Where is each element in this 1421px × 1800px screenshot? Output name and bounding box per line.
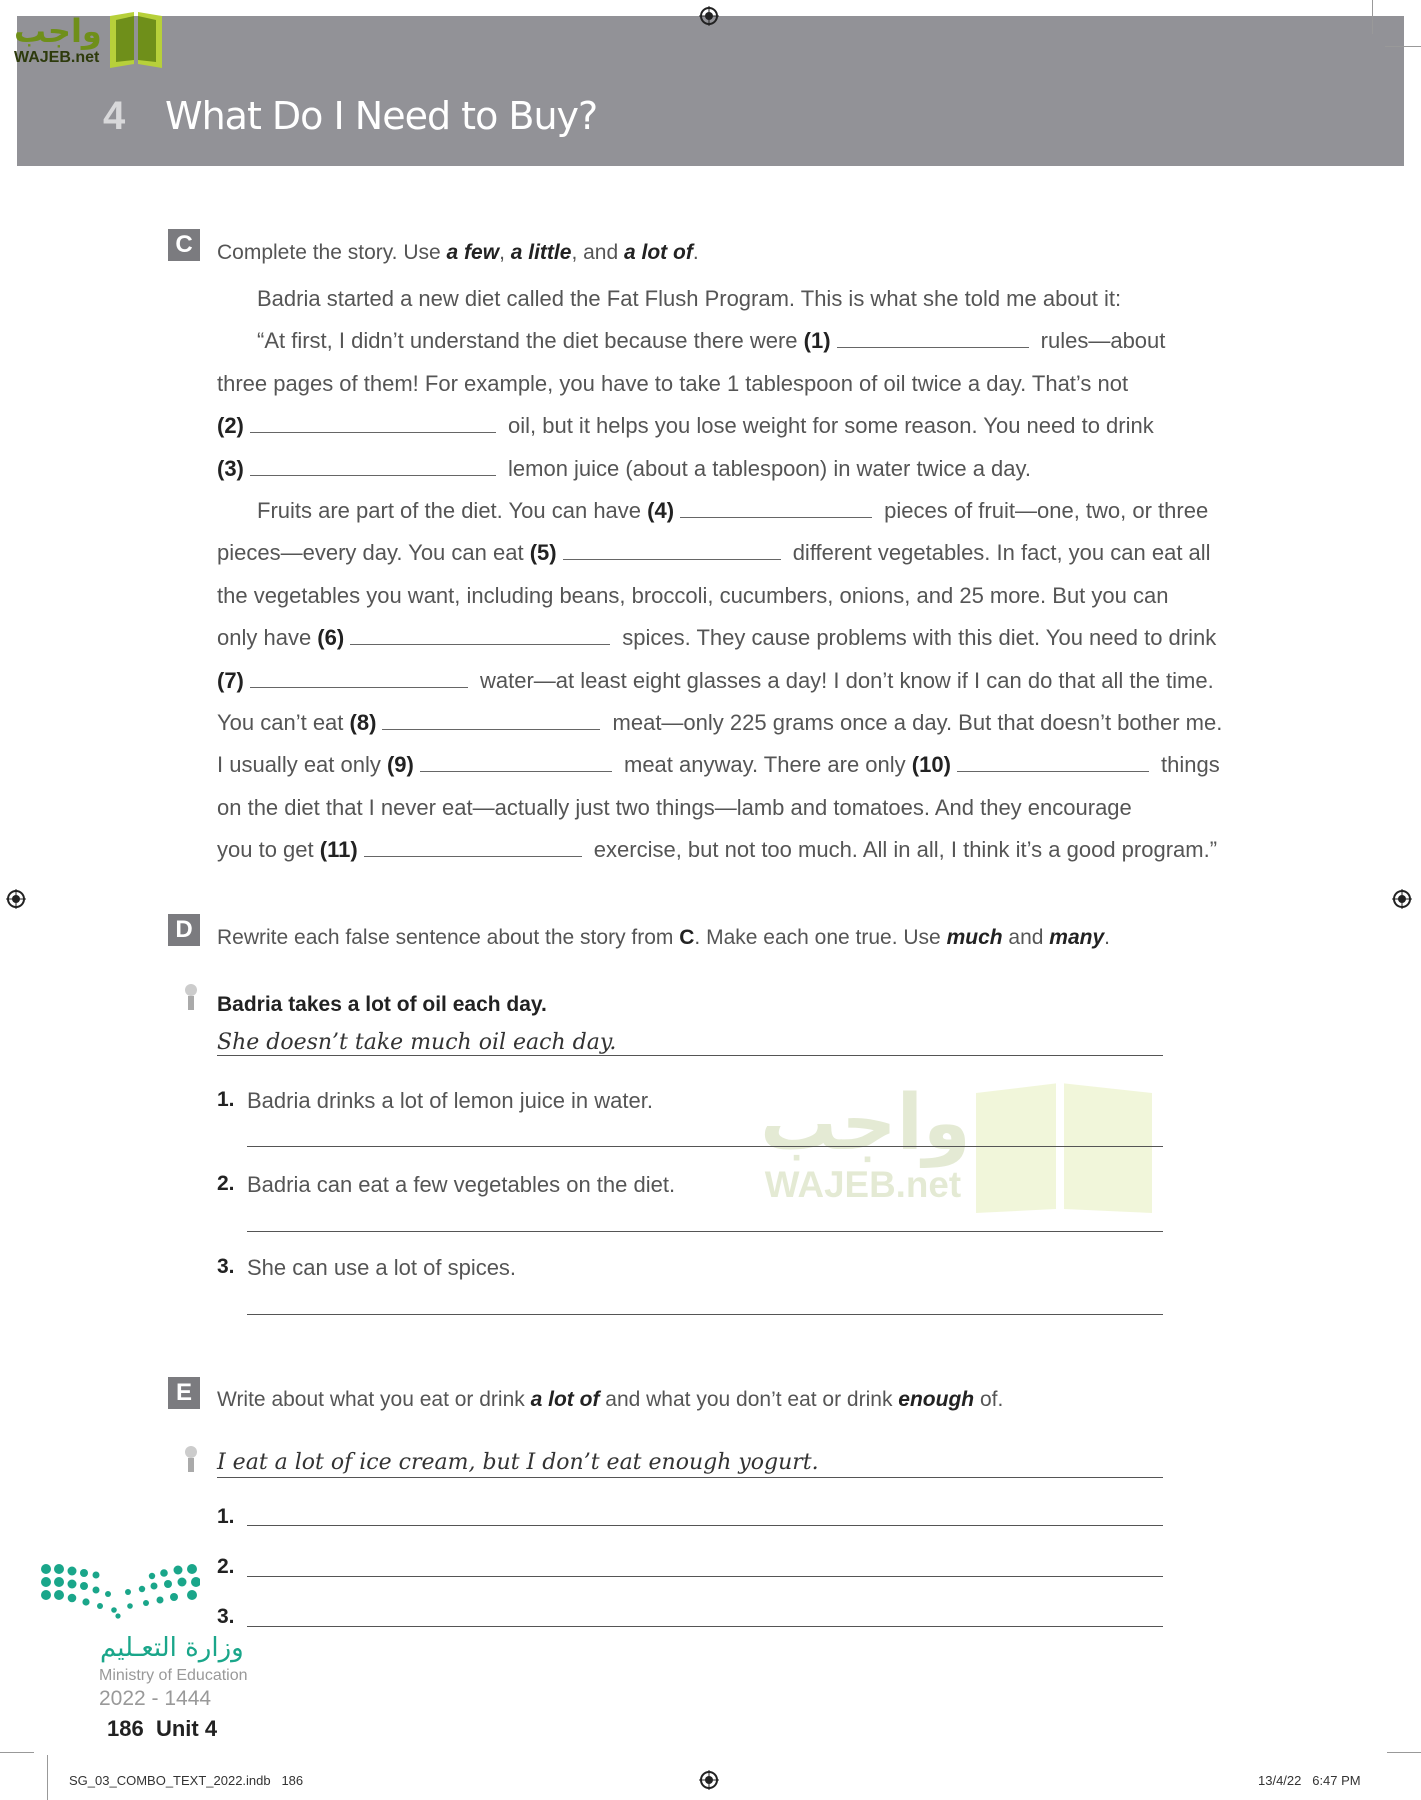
page-number-value: 186 xyxy=(107,1716,144,1741)
blank-number: (8) xyxy=(349,710,377,735)
story-text: meat—only 225 grams once a day. But that doesn’t bother me. xyxy=(606,710,1223,735)
section-c-instruction xyxy=(217,240,699,266)
registration-mark-icon xyxy=(1392,889,1412,909)
section-d-label: D xyxy=(168,914,200,946)
registration-mark-icon xyxy=(699,1770,719,1790)
instruction-keyword: much xyxy=(946,926,1003,949)
ministry-english: Ministry of Education xyxy=(99,1667,248,1684)
blank-number: (2) xyxy=(217,413,244,439)
answer-line-1[interactable] xyxy=(247,1525,1163,1526)
blank-3-input[interactable] xyxy=(250,457,496,476)
instruction-keyword: a few xyxy=(446,241,500,264)
item-number: 3. xyxy=(217,1255,235,1278)
crop-mark xyxy=(1385,46,1421,47)
example-answer: She doesn’t take much oil each day. xyxy=(217,1030,617,1055)
item-number: 3. xyxy=(217,1605,235,1628)
blank-number: (3) xyxy=(217,455,244,481)
answer-line-3[interactable] xyxy=(247,1314,1163,1315)
story-line xyxy=(217,371,1128,397)
story-line xyxy=(217,413,1154,439)
wajeb-logo xyxy=(10,6,190,73)
blank-number: (9) xyxy=(386,752,414,778)
lightbulb-icon xyxy=(184,982,198,1008)
answer-line-3[interactable] xyxy=(247,1626,1163,1627)
story-text: water—at least eight glasses a day! I don’t know if I can do that all the time. xyxy=(473,667,1214,693)
story-text: “At first, I didn’t understand the diet because there were xyxy=(257,328,804,354)
unit-number: 4 xyxy=(103,94,126,138)
story-line xyxy=(217,710,1222,736)
blank-number: (4) xyxy=(647,498,675,523)
instruction-keyword: many xyxy=(1049,926,1105,949)
blank-number: (1) xyxy=(803,328,831,354)
example-answer: I eat a lot of ice cream, but I don’t eat enough yogurt. xyxy=(217,1450,819,1475)
instruction-text: Complete the story. Use xyxy=(217,241,447,264)
story-text: Fruits are part of the diet. You can have xyxy=(257,498,648,523)
story-line xyxy=(217,583,1168,609)
story-text: oil, but it helps you lose weight for some reason. You need to drink xyxy=(501,413,1154,439)
unit-label: Unit 4 xyxy=(155,1716,218,1741)
registration-mark-icon xyxy=(699,6,719,26)
story-line xyxy=(217,456,1031,482)
story-text: meat anyway. There are only xyxy=(617,752,912,778)
instruction-keyword: a lot of xyxy=(623,241,693,264)
story-line xyxy=(257,498,1208,524)
example-prompt: Badria takes a lot of oil each day. xyxy=(217,993,547,1016)
story-text: lemon juice (about a tablespoon) in water twice a day. xyxy=(501,455,1031,481)
section-c-label: C xyxy=(168,229,200,261)
instruction-emphasis: C xyxy=(679,926,695,949)
story-text: on the diet that I never eat—actually just two things—lamb and tomatoes. And they encourage xyxy=(217,794,1132,820)
chapter-header-band xyxy=(17,16,1404,166)
svg-text:واجب: واجب xyxy=(760,1079,971,1168)
answer-line-1[interactable] xyxy=(247,1146,1163,1147)
instruction-text: Rewrite each false sentence about the story from xyxy=(217,926,680,949)
blank-8-input[interactable] xyxy=(382,711,600,730)
story-line xyxy=(217,795,1132,821)
story-text: You can’t eat xyxy=(217,710,350,735)
instruction-text: . xyxy=(692,241,699,264)
blank-11-input[interactable] xyxy=(364,838,582,857)
lightbulb-icon xyxy=(184,1444,198,1470)
blank-6-input[interactable] xyxy=(350,626,610,645)
instruction-text: , and xyxy=(571,241,624,264)
story-text: spices. They cause problems with this diet. You need to drink xyxy=(616,625,1217,651)
story-text: you to get xyxy=(217,837,320,863)
crop-mark xyxy=(0,1752,34,1753)
story-line xyxy=(257,286,1121,312)
blank-number: (7) xyxy=(217,667,244,693)
story-line xyxy=(217,540,1211,566)
svg-text:WAJEB.net: WAJEB.net xyxy=(764,1164,962,1205)
instruction-keyword: a little xyxy=(510,241,572,264)
story-text: only have xyxy=(217,625,318,651)
blank-number: (11) xyxy=(319,837,358,863)
instruction-text: , xyxy=(499,241,511,264)
instruction-text: of. xyxy=(974,1388,1004,1411)
instruction-text: and xyxy=(1002,926,1050,949)
blank-number: (6) xyxy=(317,625,345,651)
instruction-keyword: enough xyxy=(898,1388,975,1411)
story-text: three pages of them! For example, you have to take 1 tablespoon of oil twice a day. That’s not xyxy=(217,370,1129,396)
false-sentence: Badria drinks a lot of lemon juice in water. xyxy=(247,1088,653,1113)
answer-line-2[interactable] xyxy=(247,1576,1163,1577)
instruction-text: . xyxy=(1104,926,1110,949)
instruction-text: . Make each one true. Use xyxy=(694,926,947,949)
item-number: 1. xyxy=(217,1088,235,1111)
story-text: Badria started a new diet called the Fat Flush Program. This is what she told me about it: xyxy=(257,286,1122,311)
story-line xyxy=(257,328,1165,354)
item-number: 1. xyxy=(217,1505,235,1528)
answer-line xyxy=(217,1477,1163,1478)
page-number xyxy=(107,1716,217,1742)
crop-mark xyxy=(1372,0,1373,34)
blank-5-input[interactable] xyxy=(563,541,781,560)
footer-datetime: 13/4/22 6:47 PM xyxy=(1258,1773,1361,1788)
blank-1-input[interactable] xyxy=(837,329,1029,348)
item-number: 2. xyxy=(217,1555,235,1578)
story-line xyxy=(217,837,1217,863)
story-line xyxy=(217,625,1216,651)
section-d-instruction xyxy=(217,925,1110,951)
blank-10-input[interactable] xyxy=(957,753,1149,772)
story-text: different vegetables. In fact, you can eat all xyxy=(786,540,1211,566)
crop-mark xyxy=(1387,1752,1421,1753)
blank-4-input[interactable] xyxy=(680,499,872,518)
svg-text:واجب: واجب xyxy=(14,12,102,50)
ministry-arabic: وزارة التعـليم xyxy=(100,1633,244,1663)
story-line xyxy=(217,752,1220,778)
false-sentence: She can use a lot of spices. xyxy=(247,1255,517,1280)
blank-2-input[interactable] xyxy=(250,414,496,433)
answer-line xyxy=(217,1055,1163,1056)
instruction-text: and what you don’t eat or drink xyxy=(599,1388,899,1411)
blank-9-input[interactable] xyxy=(420,753,612,772)
answer-line-2[interactable] xyxy=(247,1231,1163,1232)
ministry-logo-dots-icon xyxy=(40,1564,200,1625)
story-text: I usually eat only xyxy=(217,752,387,778)
story-line xyxy=(217,668,1214,694)
ministry-year: 2022 - 1444 xyxy=(99,1687,212,1710)
story-text: rules—about xyxy=(1034,328,1166,354)
page-title: What Do I Need to Buy? xyxy=(165,94,598,138)
story-text: pieces—every day. You can eat xyxy=(217,540,530,566)
section-e-instruction xyxy=(217,1387,1003,1413)
section-e-label: E xyxy=(168,1377,200,1409)
story-text: pieces of fruit—one, two, or three xyxy=(878,498,1209,523)
story-text: the vegetables you want, including beans, broccoli, cucumbers, onions, and 25 more. But you can xyxy=(217,582,1169,608)
svg-text:WAJEB.net: WAJEB.net xyxy=(14,49,100,66)
item-number: 2. xyxy=(217,1172,235,1195)
blank-7-input[interactable] xyxy=(250,669,468,688)
blank-number: (10) xyxy=(911,752,951,778)
false-sentence: Badria can eat a few vegetables on the diet. xyxy=(247,1172,676,1197)
blank-number: (5) xyxy=(529,540,557,566)
registration-mark-icon xyxy=(6,889,26,909)
instruction-text: Write about what you eat or drink xyxy=(217,1388,531,1411)
wajeb-watermark xyxy=(760,1070,1160,1225)
crop-mark xyxy=(47,1755,48,1800)
instruction-keyword: a lot of xyxy=(530,1388,600,1411)
story-text: exercise, but not too much. All in all, I think it’s a good program.” xyxy=(587,837,1218,863)
story-text: things xyxy=(1154,752,1220,778)
footer-file: SG_03_COMBO_TEXT_2022.indb 186 xyxy=(69,1773,304,1788)
